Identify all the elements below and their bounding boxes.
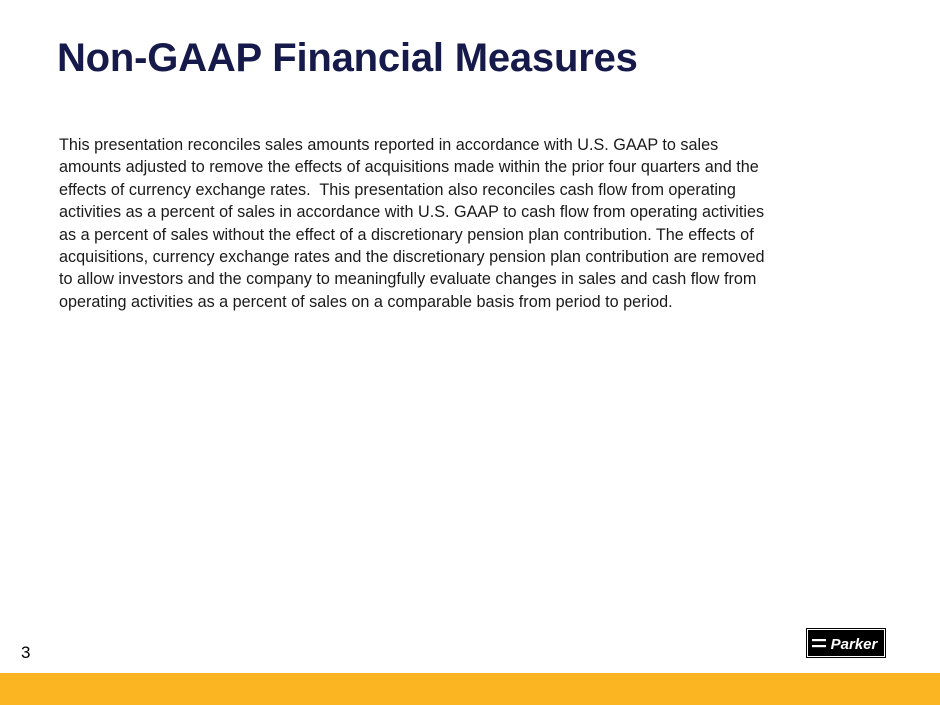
body-line: to allow investors and the company to meaningfully evaluate changes in sales and cash flow from xyxy=(59,270,757,289)
body-line: This presentation reconciles sales amounts reported in accordance with U.S. GAAP to sales xyxy=(59,136,719,154)
body-line: effects of currency exchange rates. This presentation also reconciles cash flow from operating xyxy=(59,180,736,199)
logo-wordmark: Parker xyxy=(830,636,878,653)
body-line: amounts adjusted to remove the effects of acquisitions made within the prior four quarters and the xyxy=(59,158,759,177)
page-number: 3 xyxy=(21,643,31,662)
footer-accent-bar xyxy=(0,673,940,705)
body-line: activities as a percent of sales in accordance with U.S. GAAP to cash flow from operating activities xyxy=(59,203,765,222)
body-paragraph xyxy=(59,134,859,313)
slide-title: Non-GAAP Financial Measures xyxy=(57,36,638,80)
body-line: operating activities as a percent of sales on a comparable basis from period to period. xyxy=(59,292,673,311)
body-line: as a percent of sales without the effect of a discretionary pension plan contribution. The effects of xyxy=(59,225,754,244)
body-line: acquisitions, currency exchange rates and the discretionary pension plan contribution are removed xyxy=(59,248,765,267)
parker-logo xyxy=(806,628,886,658)
